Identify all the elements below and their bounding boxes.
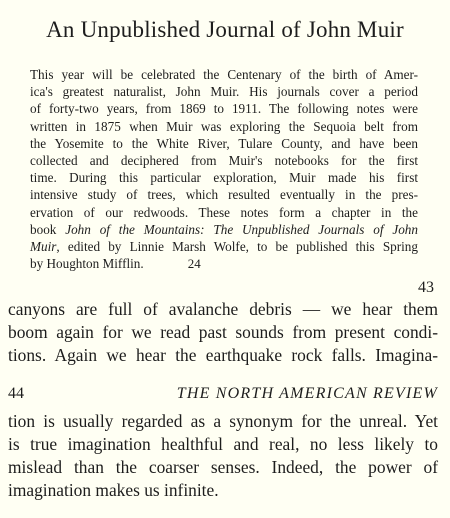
intro-line: the Yosemite to the White River, Tulare County, and have been <box>30 135 418 151</box>
intro-paragraph <box>30 66 418 272</box>
body-line: tion is usually regarded as a synonym for the unreal. Yet <box>8 411 438 431</box>
intro-line-editor <box>30 238 418 255</box>
body-line: boom again for we read past sounds from present condi- <box>8 322 438 342</box>
book-title-end: Muir <box>30 239 57 255</box>
intro-line: This year will be celebrated the Centenary of the birth of Amer- <box>30 67 418 82</box>
footnote-number: 24 <box>187 256 201 272</box>
body-text-top <box>8 298 438 367</box>
body-line: imagination makes us infinite. <box>8 480 219 500</box>
body-line: mislead than the coarser senses. Indeed, the power of <box>8 457 438 477</box>
intro-line-publisher <box>30 255 418 272</box>
page-number: 43 <box>418 279 434 296</box>
intro-line: written in 1875 when Muir was exploring the Sequoia belt from <box>30 118 418 134</box>
intro-editor-text: , edited by Linnie Marsh Wolfe, to be published this Spring <box>56 239 418 255</box>
intro-line: collected and deciphered from Muir's notebooks for the first <box>30 153 418 169</box>
book-title: John of the Mountains: The Unpublished Journals of John <box>65 221 418 237</box>
intro-line: intensive study of trees, which resulted eventually in the pres- <box>30 187 418 203</box>
body-text-bottom <box>8 410 438 502</box>
intro-line: of forty-two years, from 1869 to 1911. The following notes were <box>30 101 418 117</box>
intro-line: time. During this particular exploration, Muir made his first <box>30 170 418 186</box>
intro-line: ica's greatest naturalist, John Muir. His journals cover a period <box>30 84 418 100</box>
running-page-number: 44 <box>8 385 24 402</box>
intro-publisher-text: by Houghton Mifflin. <box>30 256 144 272</box>
body-line: canyons are full of avalanche debris — we hear them <box>8 299 438 319</box>
journal-name: THE NORTH AMERICAN REVIEW <box>176 385 438 402</box>
intro-book-prefix: book <box>30 221 66 237</box>
intro-line: ervation of our redwoods. These notes form a chapter in the <box>30 204 418 220</box>
body-line: tions. Again we hear the earthquake rock falls. Imagina- <box>8 345 438 365</box>
body-line: is true imagination healthful and real, no less likely to <box>8 434 438 454</box>
intro-line-book <box>30 221 418 238</box>
article-title: An Unpublished Journal of John Muir <box>46 17 404 42</box>
